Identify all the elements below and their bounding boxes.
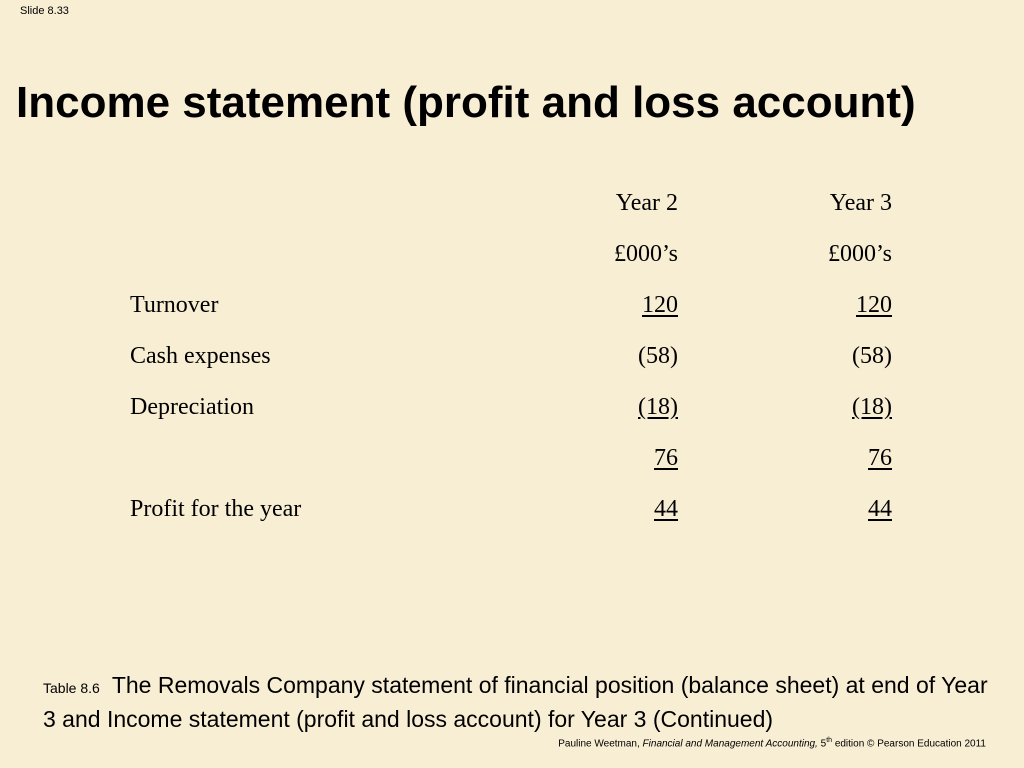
row-label: Cash expenses [130, 343, 271, 369]
year3-value: 76 [868, 445, 892, 471]
row-label: Profit for the year [130, 496, 302, 522]
credit-book: Financial and Management Accounting, [642, 738, 818, 750]
row-cash-expenses [130, 343, 892, 394]
row-turnover [130, 292, 892, 343]
row-label: Depreciation [130, 394, 254, 420]
page-title: Income statement (profit and loss account) [16, 78, 916, 127]
year3-value: 44 [868, 496, 892, 522]
year3-header: Year 3 [829, 190, 892, 216]
year2-value: (18) [638, 394, 678, 420]
copyright-credit [558, 737, 986, 749]
table-caption [43, 670, 1003, 735]
caption-text: The Removals Company statement of financial position (balance sheet) at end of Year 3 and Income statement (profit and loss account) for Year 3 (Continued) [43, 672, 988, 732]
header-row-units [130, 241, 892, 292]
year2-header: Year 2 [615, 190, 678, 216]
year2-value: 76 [654, 445, 678, 471]
row-label: Turnover [130, 292, 219, 318]
row-profit-for-year [130, 496, 892, 547]
slide-number: Slide 8.33 [20, 5, 69, 17]
year2-value: (58) [638, 343, 678, 369]
year3-unit: £000’s [827, 241, 892, 267]
income-statement-table [130, 190, 892, 547]
year3-value: 120 [856, 292, 892, 318]
year2-value: 120 [642, 292, 678, 318]
credit-rest: edition © Pearson Education 2011 [834, 738, 986, 750]
table-reference: Table 8.6 [43, 680, 100, 696]
year2-unit: £000’s [613, 241, 678, 267]
year2-value: 44 [654, 496, 678, 522]
row-depreciation [130, 394, 892, 445]
year3-value: (18) [852, 394, 892, 420]
credit-edition-number: 5 [820, 738, 827, 750]
year3-value: (58) [852, 343, 892, 369]
row-subtotal [130, 445, 892, 496]
header-row-years [130, 190, 892, 241]
credit-edition-suffix: th [826, 737, 833, 744]
credit-author: Pauline Weetman, [558, 738, 640, 750]
